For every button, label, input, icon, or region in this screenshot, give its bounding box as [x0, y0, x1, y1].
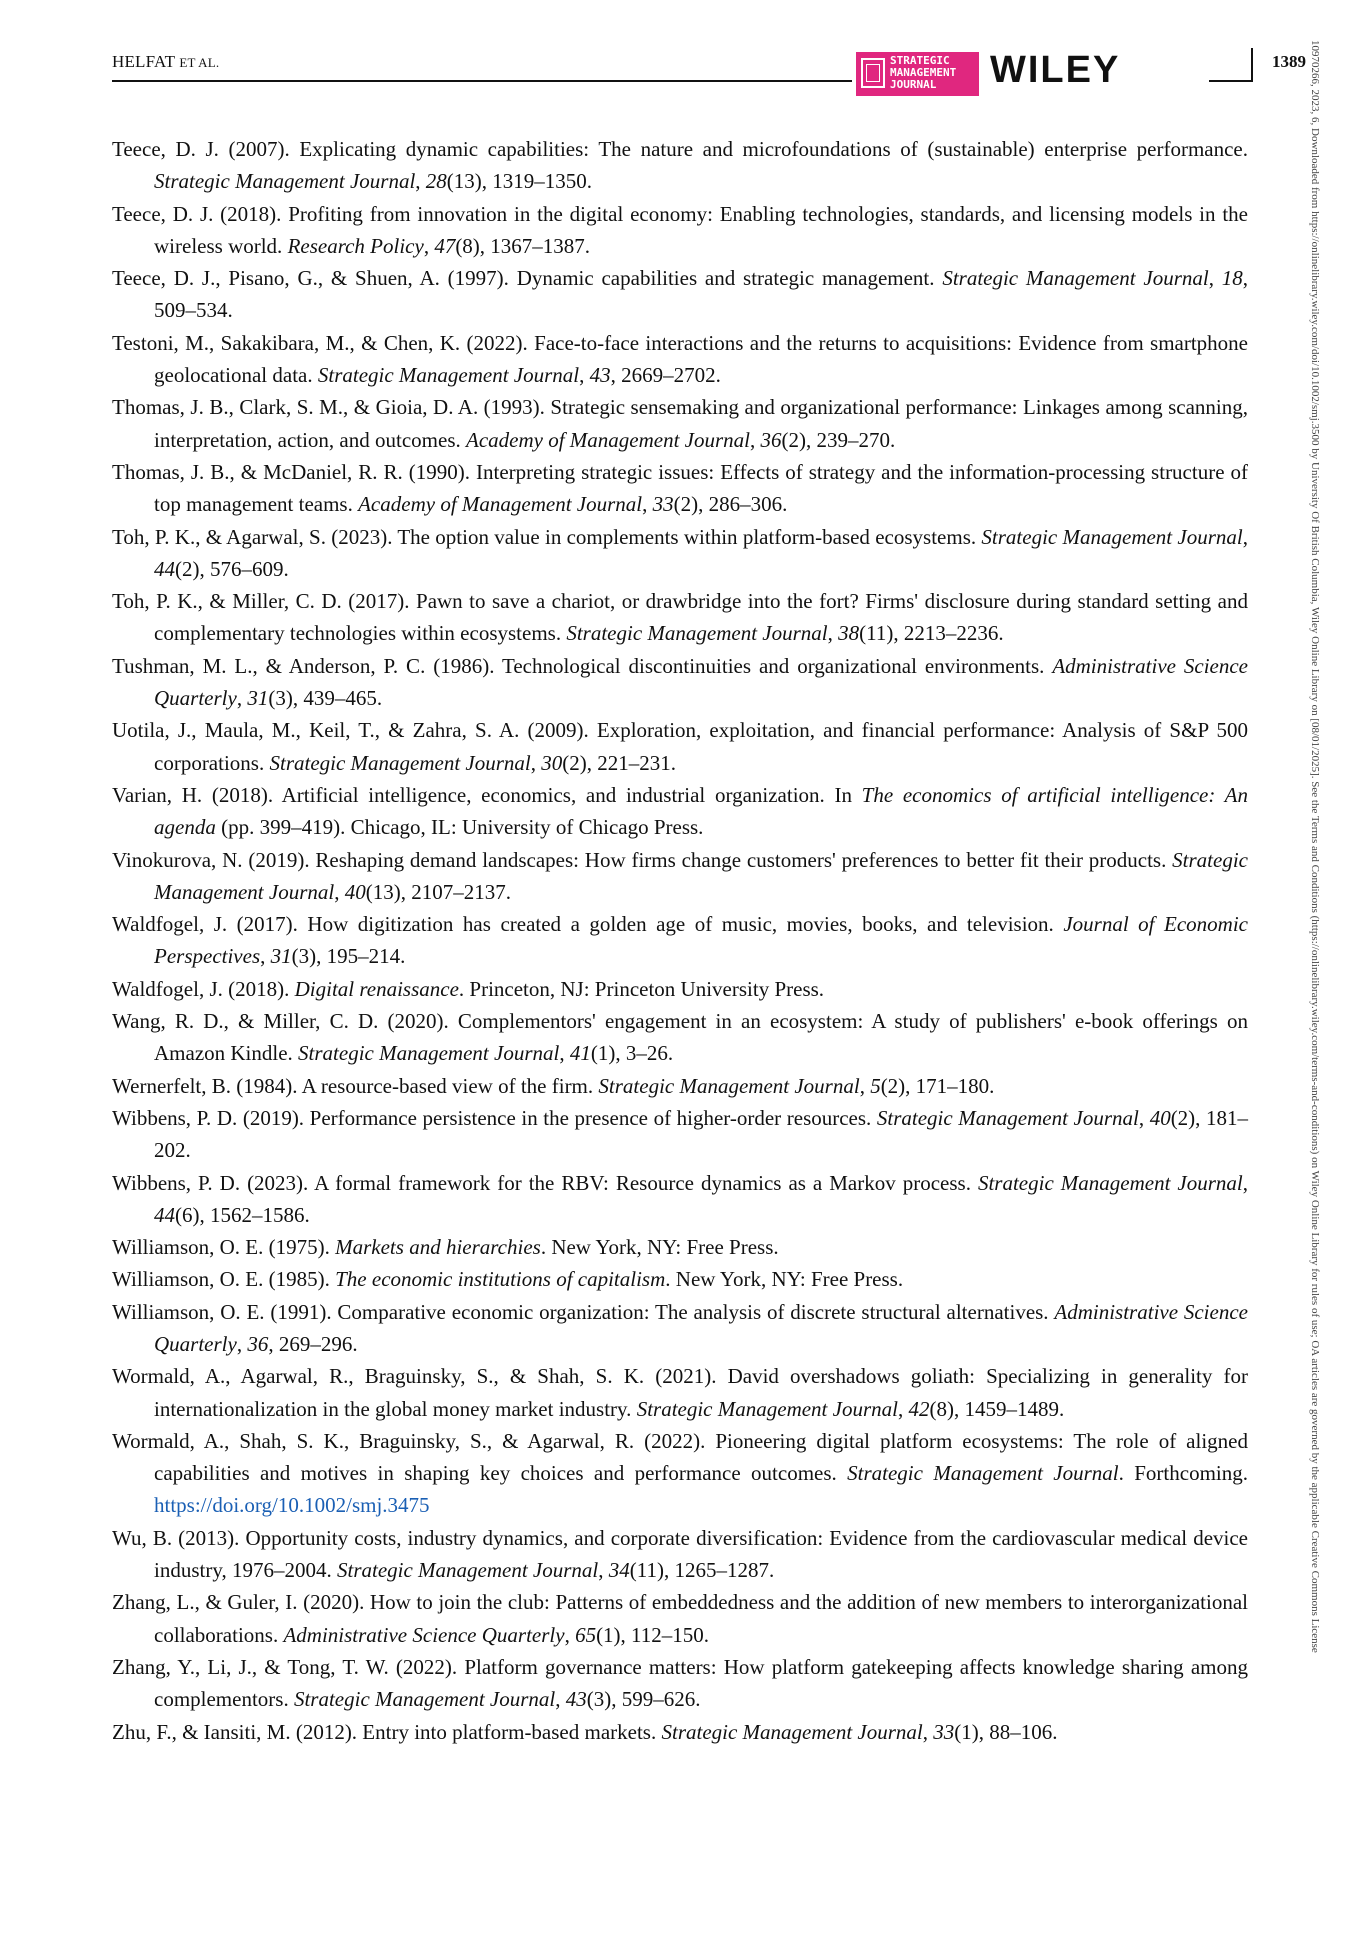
reference-italic-text: Strategic Management Journal: [298, 1041, 560, 1066]
doi-link[interactable]: https://doi.org/10.1002/smj.3475: [154, 1493, 430, 1518]
reference-italic-text: 47: [434, 233, 456, 258]
journal-logo-line-3: JOURNAL: [890, 78, 937, 91]
reference-italic-text: 43: [589, 363, 611, 388]
reference-entry: [112, 1263, 1248, 1295]
reference-text: Teece, D. J. (2007). Explicating dynamic capabilities: The nature and microfoundations of (sustainable) enterprise performance.: [112, 137, 1248, 161]
reference-text: Tushman, M. L., & Anderson, P. C. (1986). Technological discontinuities and organizational environments.: [112, 653, 1053, 678]
reference-text: Williamson, O. E. (1975).: [112, 1235, 336, 1260]
reference-italic-text: Strategic Management Journal: [293, 1687, 556, 1712]
reference-text: Uotila, J., Maula, M., Keil, T., & Zahra, S. A. (2009). Exploration, exploitation, and financial performance: Analysis of S&P 500 corporations.: [112, 718, 1248, 775]
reference-text: (2), 171–180.: [880, 1073, 995, 1098]
reference-text: ,: [859, 1073, 871, 1098]
reference-text: , 509–534.: [154, 266, 1249, 323]
reference-italic-text: 33: [933, 1719, 955, 1744]
reference-italic-text: Strategic Management Journal: [154, 847, 1248, 904]
reference-text: (2), 576–609.: [175, 556, 289, 581]
reference-text: Williamson, O. E. (1985).: [112, 1267, 336, 1292]
reference-entry: [112, 1716, 1248, 1748]
reference-entry: [112, 844, 1248, 909]
reference-text: ,: [530, 750, 542, 775]
reference-text: ,: [642, 492, 653, 517]
reference-text: (1), 112–150.: [596, 1622, 710, 1647]
reference-text: (1), 88–106.: [954, 1719, 1058, 1744]
reference-text: Wormald, A., Shah, S. K., Braguinsky, S., & Agarwal, R. (2022). Pioneering digital platform ecosystems: The role of aligned capabilities and motives in shaping key choices and performance outcomes.: [112, 1428, 1248, 1486]
reference-entry: [112, 1070, 1248, 1102]
reference-italic-text: Academy of Management Journal: [466, 427, 751, 452]
reference-italic-text: Strategic Management Journal: [847, 1461, 1119, 1486]
reference-text: ,: [555, 1687, 566, 1712]
reference-text: , 269–296.: [268, 1331, 358, 1356]
reference-text: Wernerfelt, B. (1984). A resource-based view of the firm.: [112, 1073, 599, 1098]
reference-entry: [112, 1425, 1248, 1522]
reference-text: (13), 2107–2137.: [365, 879, 511, 904]
reference-text: Wibbens, P. D. (2019). Performance persistence in the presence of higher-order resources.: [112, 1105, 877, 1130]
reference-text: Wibbens, P. D. (2023). A formal framework for the RBV: Resource dynamics as a Markov process.: [112, 1170, 978, 1195]
reference-text: (2), 239–270.: [781, 427, 896, 452]
reference-text: Wang, R. D., & Miller, C. D. (2020). Complementors' engagement in an ecosystem: A study of publishers' e-book offerings on Amazon Kindle.: [112, 1009, 1248, 1066]
reference-entry: [112, 456, 1248, 521]
reference-text: Wu, B. (2013). Opportunity costs, industry dynamics, and corporate diversification: Evidence from the cardiovascular medical device industry, 1976–2004.: [112, 1525, 1248, 1583]
reference-text: (2), 221–231.: [562, 750, 677, 775]
reference-italic-text: Administrative Science Quarterly: [154, 1299, 1248, 1356]
publisher-divider: [1251, 48, 1253, 82]
reference-italic-text: 33: [652, 492, 674, 517]
reference-text: Varian, H. (2018). Artificial intelligence, economics, and industrial organization. In: [112, 782, 862, 807]
reference-text: ,: [598, 1558, 609, 1583]
reference-list: [112, 133, 1248, 1748]
reference-entry: [112, 779, 1248, 844]
reference-italic-text: Research Policy: [287, 233, 424, 258]
reference-italic-text: Strategic Management Journal: [269, 750, 531, 775]
reference-text: ,: [1242, 524, 1248, 549]
reference-entry: [112, 327, 1248, 392]
reference-text: (11), 2213–2236.: [859, 621, 1004, 646]
reference-italic-text: Administrative Science Quarterly: [154, 653, 1248, 711]
reference-italic-text: Journal of Economic Perspectives: [154, 912, 1248, 969]
reference-text: (3), 439–465.: [268, 686, 383, 711]
reference-text: Williamson, O. E. (1991). Comparative economic organization: The analysis of discrete structural alternatives.: [112, 1299, 1055, 1324]
reference-text: . Forthcoming.: [1118, 1461, 1248, 1486]
reference-text: Vinokurova, N. (2019). Reshaping demand landscapes: How firms change customers' preferences to better fit their products.: [112, 847, 1173, 872]
reference-entry: [112, 973, 1248, 1005]
running-head-author: [112, 52, 219, 72]
reference-italic-text: Strategic Management Journal: [566, 621, 828, 646]
reference-text: (3), 195–214.: [291, 944, 406, 969]
reference-text: ,: [1242, 1170, 1248, 1195]
reference-text: Waldfogel, J. (2018).: [112, 976, 295, 1001]
reference-text: Thomas, J. B., & McDaniel, R. R. (1990). Interpreting strategic issues: Effects of strategy and the information-processing structure of top management teams.: [112, 459, 1248, 517]
author-name: HELFAT: [112, 52, 175, 71]
reference-italic-text: Strategic Management Journal: [981, 524, 1243, 549]
reference-text: ,: [564, 1622, 576, 1647]
reference-italic-text: Digital renaissance: [294, 976, 459, 1001]
reference-italic-text: 40: [1149, 1105, 1171, 1130]
reference-italic-text: Academy of Management Journal: [358, 492, 643, 517]
reference-entry: [112, 1102, 1248, 1167]
reference-italic-text: Administrative Science Quarterly: [283, 1622, 565, 1647]
reference-italic-text: 18: [1221, 266, 1243, 291]
journal-logo-line-2: MANAGEMENT: [890, 66, 957, 79]
reference-italic-text: 34: [608, 1558, 630, 1583]
reference-entry: [112, 585, 1248, 650]
reference-text: (1), 3–26.: [590, 1041, 674, 1066]
reference-text: ,: [236, 686, 248, 711]
reference-text: Teece, D. J. (2018). Profiting from innovation in the digital economy: Enabling technologies, standards, and licensing models in the wireless world.: [112, 201, 1248, 258]
author-suffix: ET AL.: [179, 55, 220, 70]
reference-italic-text: Strategic Management Journal: [336, 1558, 599, 1583]
reference-italic-text: Strategic Management Journal: [977, 1170, 1243, 1195]
reference-italic-text: Markets and hierarchies: [335, 1235, 541, 1260]
reference-entry: [112, 1296, 1248, 1361]
reference-text: Wormald, A., Agarwal, R., Braguinsky, S., & Shah, S. K. (2021). David overshadows goliath: Specializing in generality for internationalization in the global money market industry.: [112, 1364, 1248, 1421]
reference-italic-text: 31: [270, 944, 292, 969]
reference-text: (2), 181–202.: [154, 1105, 1249, 1163]
reference-italic-text: 28: [425, 169, 447, 194]
header-rule: [112, 80, 852, 82]
reference-text: (8), 1367–1387.: [455, 233, 591, 258]
reference-text: ,: [423, 233, 435, 258]
reference-text: (6), 1562–1586.: [175, 1202, 310, 1227]
reference-italic-text: 36: [247, 1331, 269, 1356]
reference-italic-text: 44: [154, 556, 175, 581]
reference-entry: [112, 262, 1248, 327]
reference-text: ,: [579, 363, 590, 388]
download-notice-text: 10970266, 2023, 6, Downloaded from https://onlinelibrary.wiley.com/doi/10.1002/smj.3500 by University Of British Columbia, Wiley Online Library on [08/01/2025]. See the Terms and Conditions (https://onlinelibrary.wiley.com/terms-and-conditions) on Wiley Online Library for rules of use; OA articles are governed by the applicable Creative Commons License: [1309, 40, 1321, 1653]
reference-italic-text: 36: [760, 427, 782, 452]
reference-text: Thomas, J. B., Clark, S. M., & Gioia, D. A. (1993). Strategic sensemaking and organizational performance: Linkages among scanning, interpretation, action, and outcomes.: [112, 395, 1248, 452]
reference-text: ,: [260, 944, 271, 969]
reference-italic-text: 43: [565, 1687, 587, 1712]
reference-entry: [112, 391, 1248, 456]
running-header: [112, 40, 1306, 91]
reference-entry: [112, 198, 1248, 263]
reference-italic-text: 41: [569, 1041, 591, 1066]
reference-text: ,: [1138, 1105, 1150, 1130]
reference-entry: [112, 133, 1248, 198]
reference-italic-text: 5: [870, 1073, 881, 1098]
page-number: 1389: [1272, 52, 1306, 71]
reference-italic-text: Strategic Management Journal: [598, 1073, 860, 1098]
reference-entry: [112, 521, 1248, 586]
reference-italic-text: 44: [154, 1202, 175, 1227]
journal-logo-line-1: STRATEGIC: [890, 54, 950, 67]
reference-text: (11), 1265–1287.: [629, 1558, 775, 1583]
reference-italic-text: 40: [344, 879, 366, 904]
reference-text: Teece, D. J., Pisano, G., & Shuen, A. (1997). Dynamic capabilities and strategic management.: [112, 266, 943, 291]
reference-text: Zhu, F., & Iansiti, M. (2012). Entry into platform-based markets.: [112, 1719, 662, 1744]
reference-text: ,: [922, 1719, 934, 1744]
publisher-logo: WILEY: [990, 49, 1121, 91]
reference-text: Zhang, Y., Li, J., & Tong, T. W. (2022). Platform governance matters: How platform gatekeeping affects knowledge sharing among complementors.: [112, 1654, 1248, 1712]
reference-text: (pp. 399–419). Chicago, IL: University of Chicago Press.: [215, 815, 704, 840]
reference-text: ,: [334, 879, 345, 904]
reference-text: . New York, NY: Free Press.: [540, 1235, 779, 1260]
reference-text: Zhang, L., & Guler, I. (2020). How to join the club: Patterns of embeddedness and the addition of new members to interorganizational collaborations.: [112, 1590, 1248, 1647]
reference-italic-text: The economics of artificial intelligence: An agenda: [154, 782, 1248, 840]
reference-italic-text: 65: [575, 1622, 597, 1647]
reference-entry: [112, 908, 1248, 973]
reference-entry: [112, 1360, 1248, 1425]
reference-text: Toh, P. K., & Miller, C. D. (2017). Pawn to save a chariot, or drawbridge into the fort? Firms' disclosure during standard setting and complementary technologies within ecosystems.: [112, 589, 1248, 646]
reference-text: ,: [236, 1331, 248, 1356]
reference-text: (2), 286–306.: [673, 492, 788, 517]
reference-italic-text: The economic institutions of capitalism: [335, 1267, 666, 1292]
reference-text: Testoni, M., Sakakibara, M., & Chen, K. (2022). Face-to-face interactions and the returns to acquisitions: Evidence from smartphone geolocational data.: [112, 330, 1248, 388]
reference-entry: [112, 1005, 1248, 1070]
reference-text: ,: [415, 169, 426, 194]
reference-text: ,: [559, 1041, 570, 1066]
reference-text: ,: [897, 1396, 909, 1421]
reference-text: (8), 1459–1489.: [929, 1396, 1065, 1421]
download-notice: [1308, 40, 1330, 1900]
reference-italic-text: 42: [908, 1396, 930, 1421]
reference-entry: [112, 1231, 1248, 1263]
reference-italic-text: Strategic Management Journal: [661, 1719, 923, 1744]
journal-logo-icon: [861, 58, 885, 88]
reference-entry: [112, 1586, 1248, 1651]
reference-entry: [112, 1167, 1248, 1232]
reference-entry: [112, 714, 1248, 779]
reference-italic-text: Strategic Management Journal: [942, 266, 1209, 291]
reference-entry: [112, 650, 1248, 715]
publisher-rule: [1209, 80, 1251, 82]
reference-italic-text: Strategic Management Journal: [317, 363, 580, 388]
reference-text: ,: [827, 621, 839, 646]
reference-italic-text: Strategic Management Journal: [154, 169, 416, 194]
reference-text: . Princeton, NJ: Princeton University Press.: [458, 976, 825, 1001]
reference-italic-text: 38: [838, 621, 860, 646]
reference-text: , 2669–2702.: [610, 363, 721, 388]
reference-text: (13), 1319–1350.: [446, 169, 593, 194]
reference-italic-text: Strategic Management Journal: [876, 1105, 1139, 1130]
reference-text: . New York, NY: Free Press.: [665, 1267, 904, 1292]
reference-text: ,: [750, 427, 761, 452]
reference-italic-text: Strategic Management Journal: [636, 1396, 898, 1421]
reference-entry: [112, 1522, 1248, 1587]
reference-text: Toh, P. K., & Agarwal, S. (2023). The option value in complements within platform-based ecosystems.: [112, 524, 982, 549]
journal-logo: [856, 52, 979, 96]
reference-entry: [112, 1651, 1248, 1716]
reference-text: ,: [1208, 266, 1222, 291]
reference-italic-text: 31: [247, 686, 269, 711]
reference-text: Waldfogel, J. (2017). How digitization has created a golden age of music, movies, books, and television.: [112, 912, 1064, 937]
reference-italic-text: 30: [541, 750, 563, 775]
reference-text: (3), 599–626.: [586, 1687, 701, 1712]
